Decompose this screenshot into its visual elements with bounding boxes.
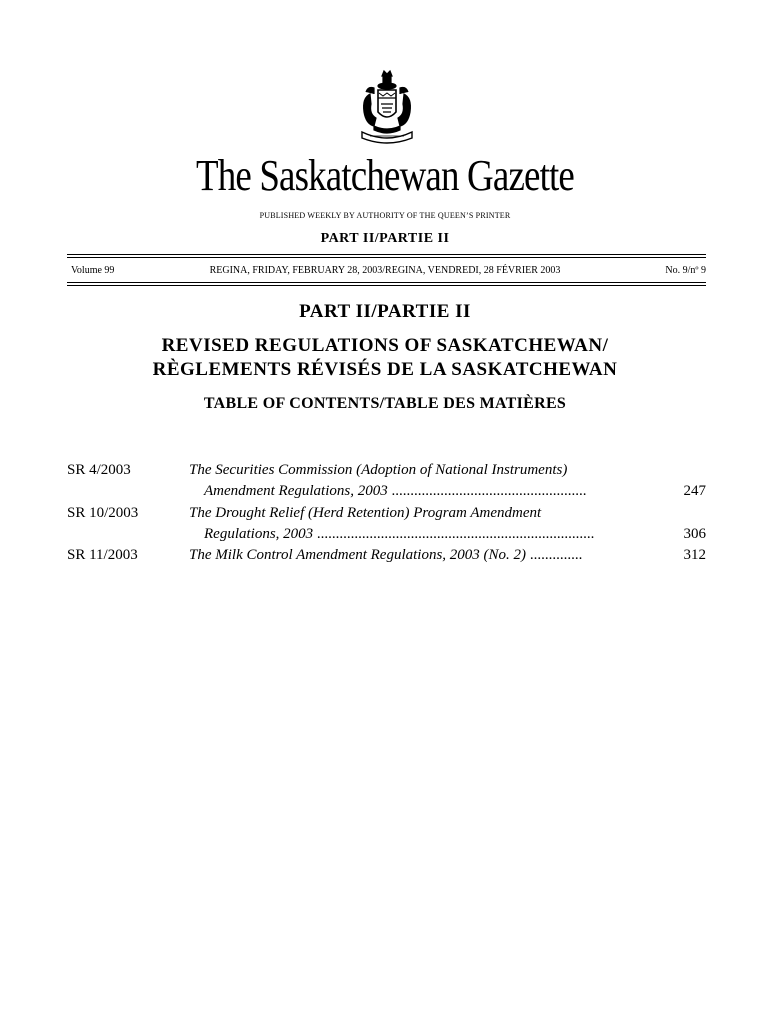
- toc-entry-title: The Drought Relief (Herd Retention) Program Amendment: [189, 505, 542, 521]
- toc-entry-page: 247: [683, 483, 706, 499]
- toc-entry-number: SR 10/2003: [67, 505, 139, 521]
- toc-entry-title-cont: Amendment Regulations, 2003 ....................................................: [204, 483, 587, 499]
- masthead-part: PART II/PARTIE II: [320, 231, 450, 246]
- header-rule-bottom: [67, 285, 706, 286]
- leader-dots: ....................................................: [387, 483, 587, 499]
- section-heading: PART II/PARTIE II: [299, 301, 471, 322]
- dateline: REGINA, FRIDAY, FEBRUARY 28, 2003/REGINA, VENDREDI, 28 FÉVRIER 2003: [209, 265, 561, 276]
- coat-of-arms-icon: [352, 68, 422, 148]
- gazette-title: The Saskatchewan Gazette: [196, 151, 574, 200]
- published-line: PUBLISHED WEEKLY BY AUTHORITY OF THE QUEEN’S PRINTER: [259, 211, 511, 220]
- revised-heading-line1: REVISED REGULATIONS OF SASKATCHEWAN/: [161, 335, 609, 356]
- toc-entry-number: SR 4/2003: [67, 462, 131, 478]
- leader-dots: ..............: [526, 547, 583, 563]
- toc-heading: TABLE OF CONTENTS/TABLE DES MATIÈRES: [203, 395, 567, 412]
- revised-heading-line2: RÈGLEMENTS RÉVISÉS DE LA SASKATCHEWAN: [152, 359, 618, 380]
- issue-number: No. 9/nº 9: [665, 265, 706, 276]
- toc-entry-title: The Milk Control Amendment Regulations, 2003 (No. 2) ..............: [189, 547, 583, 563]
- toc-entry-title-cont: Regulations, 2003 ..........................................................................: [204, 526, 595, 542]
- toc-entry-page: 306: [683, 526, 706, 542]
- volume-label: Volume 99: [71, 265, 115, 276]
- toc-entry-number: SR 11/2003: [67, 547, 138, 563]
- toc-entry-page: 312: [683, 547, 706, 563]
- leader-dots: ..........................................................................: [313, 526, 595, 542]
- header-rule-bottom-inner: [67, 282, 706, 283]
- toc-entry-title: The Securities Commission (Adoption of National Instruments): [189, 462, 568, 478]
- revised-regulations-heading: [0, 334, 770, 382]
- header-rule-top: [67, 254, 706, 255]
- header-rule-top-inner: [67, 257, 706, 258]
